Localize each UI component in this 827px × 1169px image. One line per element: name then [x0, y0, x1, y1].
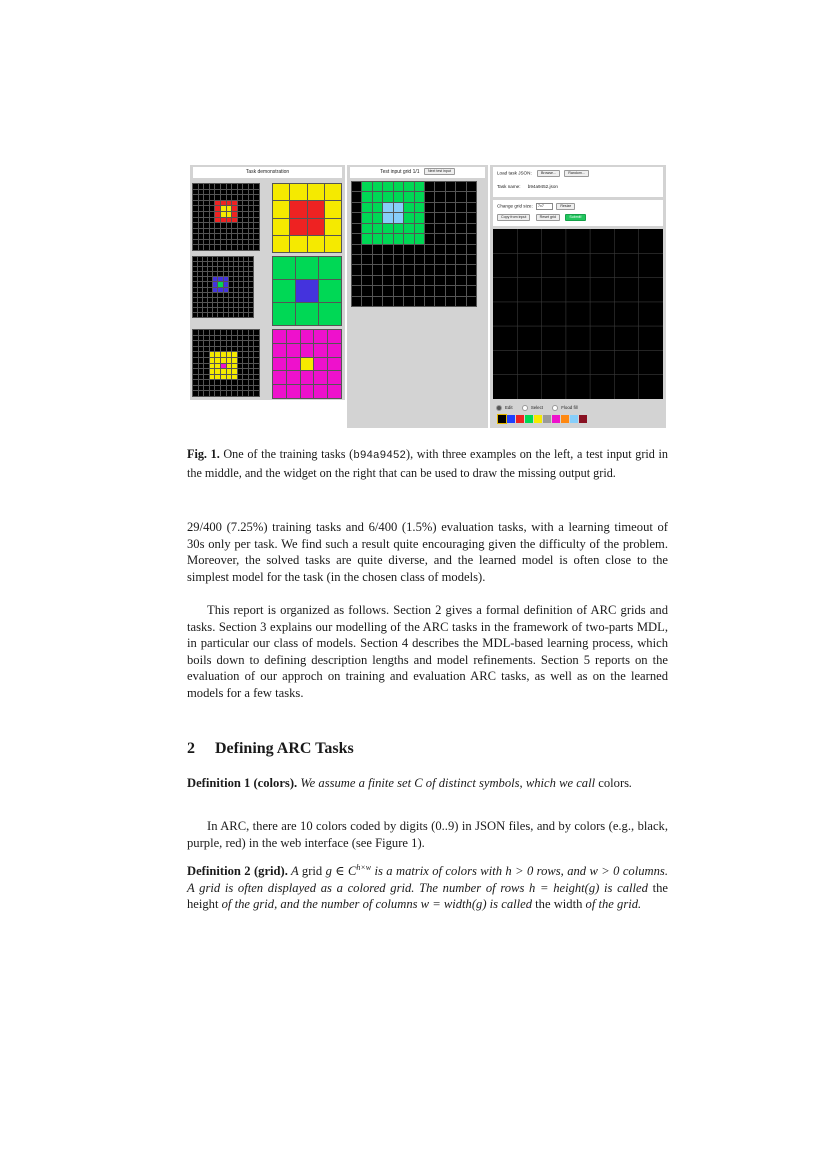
- palette-swatch[interactable]: [525, 415, 533, 423]
- definition-2-s4: of the grid, and the number of columns w = width(g) is called: [218, 897, 536, 912]
- test-input-panel: [347, 165, 488, 428]
- color-palette: [498, 415, 587, 423]
- example-3-output-grid: [272, 329, 342, 399]
- caption-task-code: b94a9452: [353, 450, 407, 462]
- definition-1-text-a: We assume a finite set C of distinct symbols, which we call: [297, 776, 599, 790]
- definition-2-s3: is a matrix of colors with h > 0 rows, and w > 0 columns. A grid is often displayed as a colored grid. The number of rows h = height(g) is called: [187, 864, 668, 895]
- edit-radio[interactable]: [496, 405, 502, 411]
- example-3-input-grid: [192, 329, 260, 397]
- edit-label: Edit: [505, 405, 513, 411]
- task-demonstration-header: Task demonstration: [193, 167, 342, 178]
- browse-button[interactable]: Browse...: [537, 170, 560, 177]
- palette-swatch[interactable]: [561, 415, 569, 423]
- test-input-grid: [351, 181, 477, 307]
- caption-label: Fig. 1.: [187, 447, 220, 461]
- example-2-output-grid: [272, 256, 342, 326]
- reset-grid-button[interactable]: Reset grid: [536, 214, 560, 221]
- output-grid-lines: [493, 229, 663, 399]
- palette-swatch[interactable]: [570, 415, 578, 423]
- grid-controls-box: [493, 200, 663, 226]
- select-radio[interactable]: [522, 405, 528, 411]
- definition-2-superscript: h×w: [356, 863, 372, 872]
- copy-from-input-button[interactable]: Copy from input: [497, 214, 530, 221]
- example-2-input-grid: [192, 256, 254, 318]
- example-1-output-grid: [272, 183, 342, 253]
- definition-colors: [187, 775, 668, 792]
- palette-swatch[interactable]: [516, 415, 524, 423]
- resize-button[interactable]: Resize: [556, 203, 575, 210]
- paragraph-results: 29/400 (7.25%) training tasks and 6/400 (1.5%) evaluation tasks, with a learning timeout of 30s only per task. We find such a result quite encouraging given the difficulty of the problem. Moreover, the solved tasks are quite diverse, and the learned model is often close to the simplest model for the task (in the chosen class of models).: [187, 520, 668, 584]
- definition-1-text-b: .: [629, 776, 633, 790]
- test-input-header: [350, 167, 485, 178]
- definition-2-grid-term: grid: [301, 864, 323, 879]
- definition-2-height-term: height: [187, 897, 219, 912]
- test-input-title: Test input grid 1/1: [380, 169, 420, 175]
- output-grid-canvas[interactable]: [493, 229, 663, 399]
- palette-swatch[interactable]: [507, 415, 515, 423]
- next-test-input-button[interactable]: Next test input: [424, 168, 455, 175]
- submit-button[interactable]: Submit!: [565, 214, 585, 221]
- section-heading: [187, 740, 354, 758]
- load-task-label: Load task JSON:: [497, 170, 532, 176]
- caption-text-1: One of the training tasks (: [219, 447, 354, 461]
- select-label: Select: [530, 405, 544, 411]
- definition-2-s5: of the grid.: [582, 897, 642, 912]
- definition-1-head: Definition 1 (colors).: [187, 776, 298, 790]
- flood-fill-radio[interactable]: [552, 405, 558, 411]
- random-button[interactable]: Random...: [564, 170, 589, 177]
- palette-swatch[interactable]: [579, 415, 587, 423]
- section-number: 2: [187, 740, 195, 757]
- change-grid-size-label: Change grid size:: [497, 203, 533, 209]
- section-title: Defining ARC Tasks: [215, 740, 354, 757]
- paragraph-organization: This report is organized as follows. Section 2 gives a formal definition of ARC grids and tasks. Section 3 explains our modelling of the ARC tasks in the framework of two-parts MDL, in particular our class of models. Section 4 describes the MDL-based learning process, which boils down to defining description lengths and model refinements. Section 5 reports on the evaluation of our approch on training and evaluation ARC tasks, as well as on the learned models for a few tasks.: [187, 603, 668, 700]
- task-demonstration-panel: [190, 165, 345, 400]
- definition-1-term: colors: [598, 776, 630, 790]
- definition-2-the-2: the: [535, 897, 551, 912]
- definition-2-s2: g ∈ C: [322, 864, 357, 879]
- load-task-box: [493, 167, 663, 197]
- task-name-label: Task name:: [497, 184, 521, 189]
- definition-2-s1: A: [287, 864, 302, 879]
- definition-grid: [187, 860, 668, 913]
- paragraph-arc-colors: In ARC, there are 10 colors coded by digits (0..9) in JSON files, and by colors (e.g., black, purple, red) in the web interface (see Figure 1).: [187, 819, 668, 850]
- grid-size-input[interactable]: 7x7: [536, 203, 553, 210]
- definition-2-head: Definition 2 (grid).: [187, 864, 288, 879]
- palette-swatch[interactable]: [543, 415, 551, 423]
- output-editor-panel: [490, 165, 666, 428]
- figure-caption: [187, 446, 668, 481]
- figure-1: [190, 165, 666, 428]
- definition-2-width-term: width: [550, 897, 583, 912]
- flood-fill-label: Flood fill: [561, 405, 578, 411]
- example-1-input-grid: [192, 183, 260, 251]
- caption-text-2: ), with three examples on the left, a test input grid in the middle, and the widget on the right that can be used to draw the missing output grid.: [187, 447, 668, 480]
- tool-mode-selector: [496, 405, 578, 411]
- palette-swatch[interactable]: [552, 415, 560, 423]
- palette-swatch[interactable]: [534, 415, 542, 423]
- palette-swatch[interactable]: [498, 415, 506, 423]
- task-name-value: b94a9452.json: [527, 184, 558, 189]
- definition-2-the-1: the: [652, 880, 668, 895]
